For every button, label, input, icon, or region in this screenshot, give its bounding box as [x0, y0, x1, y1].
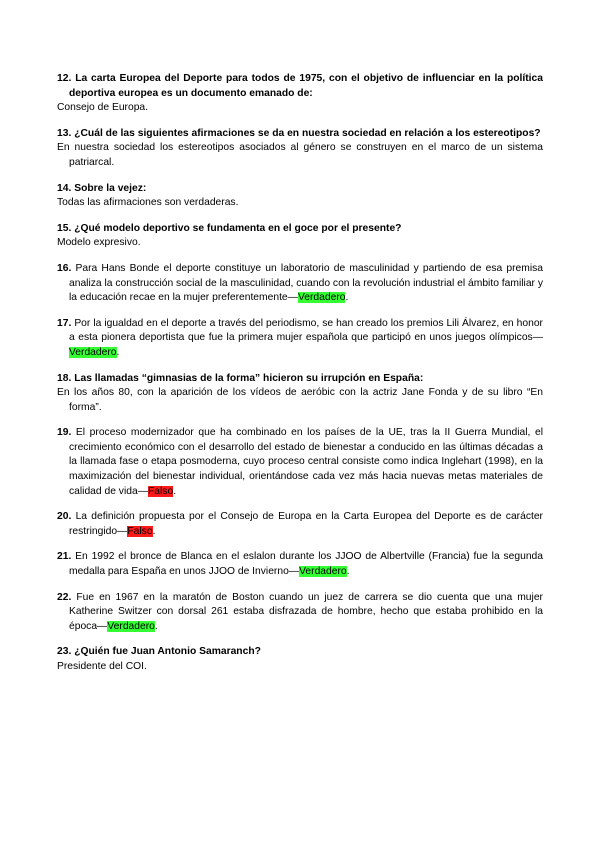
question-12 — [57, 72, 543, 116]
question-18 — [57, 372, 543, 416]
verdict-badge: Verdadero — [299, 566, 347, 578]
answer: En nuestra sociedad los estereotipos asociados al género se construyen en el marco de un sistema patriarcal. — [57, 142, 543, 168]
answer: Consejo de Europa. — [57, 102, 149, 114]
question-title: 15. ¿Qué modelo deportivo se fundamenta en el goce por el presente? — [57, 222, 402, 234]
statement-17: 17. Por la igualdad en el deporte a través del periodismo, se han creado los premios Lili Álvarez, en honor a esta pionera deportista que fue la primera mujer española que participó en unos juegos olímpicos—Verdadero. — [57, 317, 543, 358]
answer: Modelo expresivo. — [57, 237, 141, 249]
question-14 — [57, 182, 543, 211]
question-title: 18. Las llamadas “gimnasias de la forma” hicieron su irrupción en España: — [57, 372, 424, 384]
question-15 — [57, 222, 543, 251]
question-title: 12. La carta Europea del Deporte para todos de 1975, con el objetivo de influenciar en la política deportiva europea es un documento emanado de: — [57, 73, 543, 99]
answer: En los años 80, con la aparición de los vídeos de aeróbic con la actriz Jane Fonda y de su libro “En forma”. — [57, 387, 543, 413]
statement-16: 16. Para Hans Bonde el deporte constituye un laboratorio de masculinidad y partiendo de esa premisa analiza la construcción social de la masculinidad, cuando con la revolución industrial el ámbito familiar y la educación recae en la mujer preferentemente—Verdadero. — [57, 262, 543, 304]
document-page — [57, 72, 543, 686]
question-23 — [57, 645, 543, 674]
verdict-badge: Verdadero — [69, 346, 117, 358]
statement-22: 22. Fue en 1967 en la maratón de Boston cuando un juez de carrera se dio cuenta que una mujer Katherine Switzer con dorsal 261 estaba disfrazada de hombre, hecho que estaba prohibido en la época—Verdadero. — [57, 591, 543, 632]
verdict-badge: Verdadero — [107, 620, 155, 632]
question-13 — [57, 127, 543, 171]
question-title: 13. ¿Cuál de las siguientes afirmaciones se da en nuestra sociedad en relación a los estereotipos? — [57, 127, 541, 139]
statement-20: 20. La definición propuesta por el Consejo de Europa en la Carta Europea del Deporte es de carácter restringido—Falso. — [57, 511, 543, 537]
verdict-badge: Verdadero — [297, 292, 346, 304]
answer: Todas las afirmaciones son verdaderas. — [57, 197, 239, 209]
statement-21: 21. En 1992 el bronce de Blanca en el eslalon durante los JJOO de Albertville (Francia) fue la segunda medalla para España en unos JJOO de Invierno—Verdadero. — [57, 551, 543, 578]
verdict-badge: Falso — [148, 485, 174, 497]
question-title: 23. ¿Quién fue Juan Antonio Samaranch? — [57, 646, 261, 658]
answer: Presidente del COI. — [57, 661, 147, 672]
statement-19: 19. El proceso modernizador que ha combinado en los países de la UE, tras la II Guerra Mundial, el crecimiento económico con el desarrollo del estado de bienestar a conducido en las últimas décadas a la llamada fase o etapa posmoderna, cuyo proceso central consiste como indica Inglehart (1998), en la maximización del bienestar individual, orientándose cada vez más hacia nuevas metas materiales de calidad de vida—Falso. — [57, 427, 543, 497]
question-title: 14. Sobre la vejez: — [57, 182, 147, 194]
verdict-badge: Falso — [127, 525, 153, 537]
